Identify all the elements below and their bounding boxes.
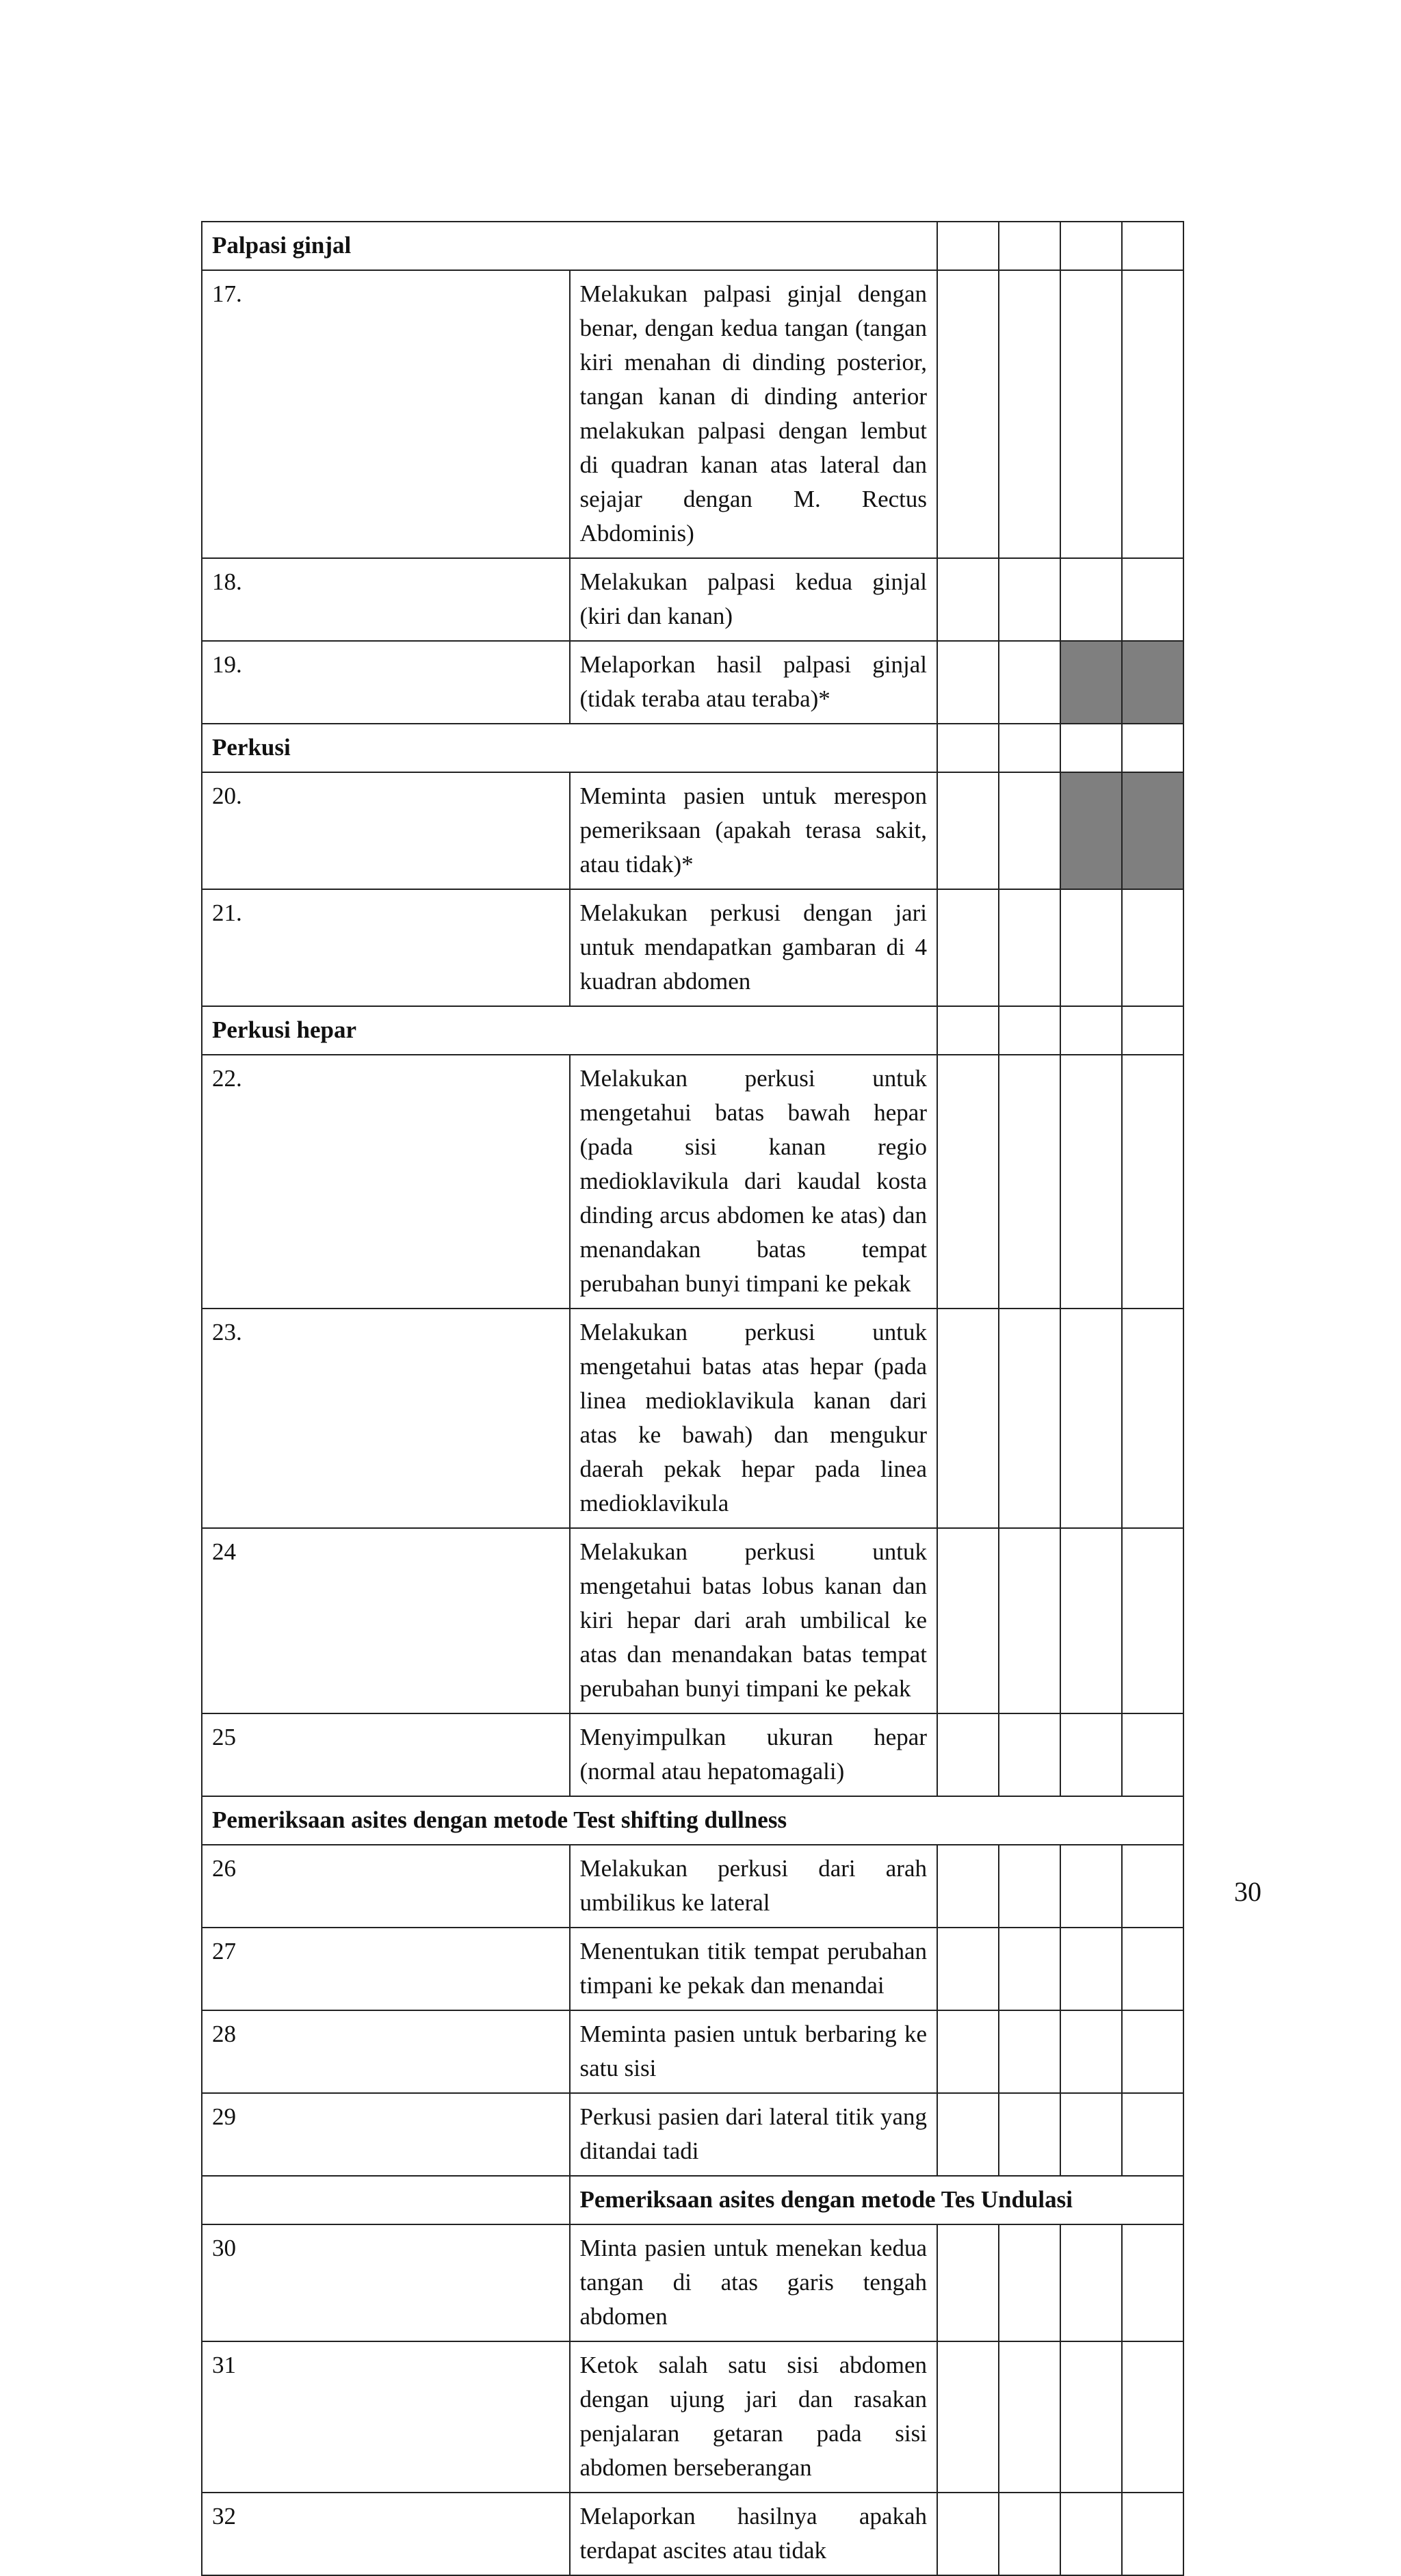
score-cell[interactable] [1122,1006,1183,1055]
item-number: 18. [202,558,570,641]
item-number: 30 [202,2224,570,2341]
score-cell[interactable] [937,889,999,1006]
table-row [202,2010,1183,2093]
score-cell[interactable] [937,772,999,889]
score-cell[interactable] [1060,2341,1122,2493]
score-cell[interactable] [1060,1845,1122,1928]
item-number: 29 [202,2093,570,2176]
item-description: Menyimpulkan ukuran hepar (normal atau hepatomagali) [570,1713,938,1796]
section-header-row [202,1006,1183,1055]
score-cell[interactable] [999,1055,1060,1309]
table-row [202,558,1183,641]
section-header-row [202,1796,1183,1845]
item-description: Minta pasien untuk menekan kedua tangan di atas garis tengah abdomen [570,2224,938,2341]
item-description: Melakukan perkusi dengan jari untuk mendapatkan gambaran di 4 kuadran abdomen [570,889,938,1006]
score-cell-shaded [1060,772,1122,889]
score-cell[interactable] [999,1309,1060,1528]
table-row [202,270,1183,558]
item-description: Melakukan palpasi ginjal dengan benar, dengan kedua tangan (tangan kiri menahan di dinding posterior, tangan kanan di dinding anterior melakukan palpasi dengan lembut di quadran kanan atas lateral dan sejajar dengan M. Rectus Abdominis) [570,270,938,558]
score-cell[interactable] [1060,724,1122,772]
item-description: Melakukan perkusi untuk mengetahui batas lobus kanan dan kiri hepar dari arah umbilical ke atas dan menandakan batas tempat perubahan bunyi timpani ke pekak [570,1528,938,1713]
score-cell[interactable] [1060,2093,1122,2176]
item-description: Melakukan perkusi untuk mengetahui batas atas hepar (pada linea medioklavikula kanan dari atas ke bawah) dan mengukur daerah pekak hepar pada linea medioklavikula [570,1309,938,1528]
score-cell[interactable] [1122,2224,1183,2341]
item-number: 27 [202,1928,570,2010]
score-cell[interactable] [1060,2010,1122,2093]
score-cell[interactable] [1122,889,1183,1006]
score-cell[interactable] [999,222,1060,270]
score-cell[interactable] [1122,1528,1183,1713]
item-description: Menentukan titik tempat perubahan timpani ke pekak dan menandai [570,1928,938,2010]
score-cell[interactable] [999,889,1060,1006]
score-cell-shaded [1122,772,1183,889]
score-cell[interactable] [999,1528,1060,1713]
score-cell[interactable] [999,1713,1060,1796]
section-title: Perkusi [202,724,937,772]
score-cell[interactable] [937,2093,999,2176]
score-cell[interactable] [937,724,999,772]
table-row [202,1528,1183,1713]
score-cell[interactable] [937,1055,999,1309]
item-description: Melaporkan hasil palpasi ginjal (tidak teraba atau teraba)* [570,641,938,724]
score-cell[interactable] [1122,2093,1183,2176]
score-cell[interactable] [999,2341,1060,2493]
score-cell[interactable] [1122,1055,1183,1309]
table-row [202,772,1183,889]
item-number: 19. [202,641,570,724]
score-cell[interactable] [937,2493,999,2575]
item-number: 24 [202,1528,570,1713]
score-cell-shaded [1122,641,1183,724]
section-title: Perkusi hepar [202,1006,937,1055]
score-cell[interactable] [999,2493,1060,2575]
score-cell[interactable] [999,1006,1060,1055]
item-number: 20. [202,772,570,889]
score-cell[interactable] [1122,1713,1183,1796]
score-cell[interactable] [999,2093,1060,2176]
section-header-row [202,222,1183,270]
score-cell[interactable] [937,222,999,270]
section-title: Pemeriksaan asites dengan metode Test shifting dullness [202,1796,1183,1845]
score-cell[interactable] [937,558,999,641]
checklist-table [201,221,1184,2576]
table-row [202,2341,1183,2493]
score-cell[interactable] [937,2224,999,2341]
table-row [202,2493,1183,2575]
score-cell[interactable] [937,1309,999,1528]
item-description: Perkusi pasien dari lateral titik yang ditandai tadi [570,2093,938,2176]
table-row [202,1055,1183,1309]
item-number: 28 [202,2010,570,2093]
score-cell[interactable] [937,1845,999,1928]
item-description: Melaporkan hasilnya apakah terdapat ascites atau tidak [570,2493,938,2575]
score-cell[interactable] [1122,558,1183,641]
item-description: Melakukan palpasi kedua ginjal (kiri dan kanan) [570,558,938,641]
item-number: 32 [202,2493,570,2575]
item-number: 22. [202,1055,570,1309]
table-row [202,1713,1183,1796]
score-cell[interactable] [1060,2224,1122,2341]
score-cell[interactable] [999,1845,1060,1928]
item-description: Meminta pasien untuk merespon pemeriksaan (apakah terasa sakit, atau tidak)* [570,772,938,889]
score-cell[interactable] [1060,1713,1122,1796]
item-number: 26 [202,1845,570,1928]
score-cell[interactable] [1060,222,1122,270]
score-cell[interactable] [937,1713,999,1796]
score-cell[interactable] [937,2010,999,2093]
score-cell[interactable] [999,724,1060,772]
subsection-header-row [202,2176,1183,2224]
item-description: Meminta pasien untuk berbaring ke satu sisi [570,2010,938,2093]
score-cell[interactable] [1122,222,1183,270]
item-number [202,2176,570,2224]
score-cell[interactable] [1122,270,1183,558]
score-cell[interactable] [1060,889,1122,1006]
table-row [202,1928,1183,2010]
score-cell[interactable] [937,1928,999,2010]
score-cell-shaded [1060,641,1122,724]
item-description: Melakukan perkusi dari arah umbilikus ke lateral [570,1845,938,1928]
score-cell[interactable] [1060,558,1122,641]
score-cell[interactable] [999,641,1060,724]
table-row [202,641,1183,724]
score-cell[interactable] [1122,1928,1183,2010]
score-cell[interactable] [999,2010,1060,2093]
score-cell[interactable] [1122,2341,1183,2493]
score-cell[interactable] [1122,1309,1183,1528]
score-cell[interactable] [1060,1928,1122,2010]
score-cell[interactable] [937,641,999,724]
score-cell[interactable] [1060,2493,1122,2575]
score-cell[interactable] [1122,724,1183,772]
score-cell[interactable] [1060,1006,1122,1055]
item-number: 25 [202,1713,570,1796]
page-number: 30 [1234,1876,1261,1907]
section-title: Pemeriksaan asites dengan metode Tes Undulasi [570,2176,1184,2224]
score-cell[interactable] [1122,2493,1183,2575]
table-row [202,1845,1183,1928]
score-cell[interactable] [937,270,999,558]
section-header-row [202,724,1183,772]
score-cell[interactable] [999,2224,1060,2341]
table-row [202,1309,1183,1528]
score-cell[interactable] [1060,1055,1122,1309]
score-cell[interactable] [999,270,1060,558]
item-number: 17. [202,270,570,558]
item-number: 31 [202,2341,570,2493]
score-cell[interactable] [1060,1309,1122,1528]
score-cell[interactable] [937,1006,999,1055]
score-cell[interactable] [1122,2010,1183,2093]
table-row [202,889,1183,1006]
score-cell[interactable] [999,1928,1060,2010]
score-cell[interactable] [1122,1845,1183,1928]
item-description: Ketok salah satu sisi abdomen dengan ujung jari dan rasakan penjalaran getaran pada sisi abdomen berseberangan [570,2341,938,2493]
item-description: Melakukan perkusi untuk mengetahui batas bawah hepar (pada sisi kanan regio medioklavikula dari kaudal kosta dinding arcus abdomen ke atas) dan menandakan batas tempat perubahan bunyi timpani ke pekak [570,1055,938,1309]
item-number: 21. [202,889,570,1006]
score-cell[interactable] [1060,1528,1122,1713]
score-cell[interactable] [937,1528,999,1713]
item-number: 23. [202,1309,570,1528]
section-title: Palpasi ginjal [202,222,937,270]
score-cell[interactable] [999,558,1060,641]
table-row [202,2093,1183,2176]
score-cell[interactable] [937,2341,999,2493]
table-row [202,2224,1183,2341]
score-cell[interactable] [999,772,1060,889]
score-cell[interactable] [1060,270,1122,558]
